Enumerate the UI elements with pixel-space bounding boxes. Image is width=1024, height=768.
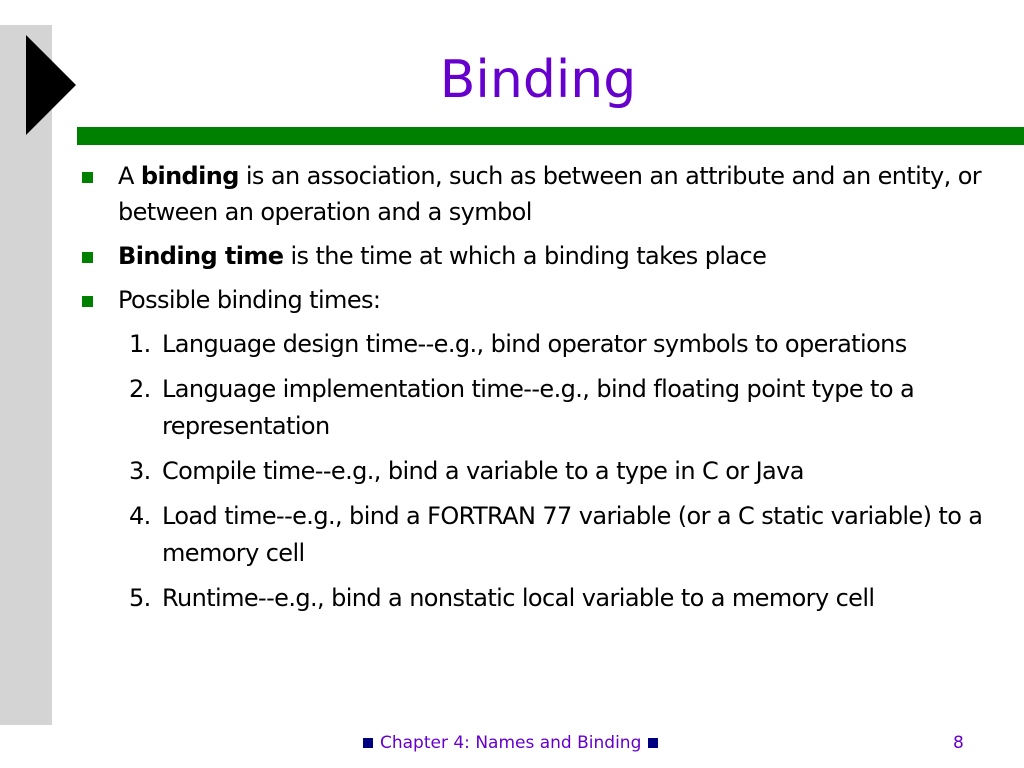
list-number: 1. xyxy=(129,330,151,358)
bullet-possible-times xyxy=(80,282,1015,318)
list-number: 2. xyxy=(129,375,151,403)
bullet-text-post: is the time at which a binding takes place xyxy=(283,242,767,270)
slide-footer xyxy=(0,730,1024,756)
list-item xyxy=(80,498,1015,572)
list-item-text: Compile time--e.g., bind a variable to a type in C or Java xyxy=(162,457,804,485)
list-number: 3. xyxy=(129,457,151,485)
list-item xyxy=(80,326,1015,363)
binding-times-list xyxy=(80,326,1015,617)
bullet-square-icon xyxy=(82,172,93,183)
bullet-text-pre: Possible binding times: xyxy=(118,286,381,314)
footer-chapter-title: Chapter 4: Names and Binding xyxy=(380,733,642,753)
footer-square-icon xyxy=(363,738,373,748)
list-item-text: Load time--e.g., bind a FORTRAN 77 variable (or a C static variable) to a memory cell xyxy=(162,502,983,567)
title-divider xyxy=(77,127,1024,145)
list-item-text: Language design time--e.g., bind operator symbols to operations xyxy=(162,330,907,358)
list-item xyxy=(80,580,1015,617)
bullet-text-pre: A xyxy=(118,162,141,190)
list-item xyxy=(80,371,1015,445)
bullet-text-bold: binding xyxy=(140,162,239,190)
bullet-binding-definition xyxy=(80,158,1015,230)
page-number: 8 xyxy=(953,733,964,753)
footer-square-icon xyxy=(648,738,658,748)
slide-content xyxy=(80,158,1015,625)
list-number: 4. xyxy=(129,502,151,530)
list-item-text: Runtime--e.g., bind a nonstatic local variable to a memory cell xyxy=(162,584,875,612)
bullet-square-icon xyxy=(82,252,93,263)
bullet-binding-time xyxy=(80,238,1015,274)
list-item-text: Language implementation time--e.g., bind floating point type to a representation xyxy=(162,375,915,440)
list-number: 5. xyxy=(129,584,151,612)
footer-chapter xyxy=(363,730,658,756)
bullet-text-bold: Binding time xyxy=(118,242,284,270)
slide-title: Binding xyxy=(439,50,637,110)
bullet-square-icon xyxy=(82,296,93,307)
list-item xyxy=(80,453,1015,490)
bullet-text-post: is an association, such as between an attribute and an entity, or between an operation and a symbol xyxy=(118,162,982,226)
